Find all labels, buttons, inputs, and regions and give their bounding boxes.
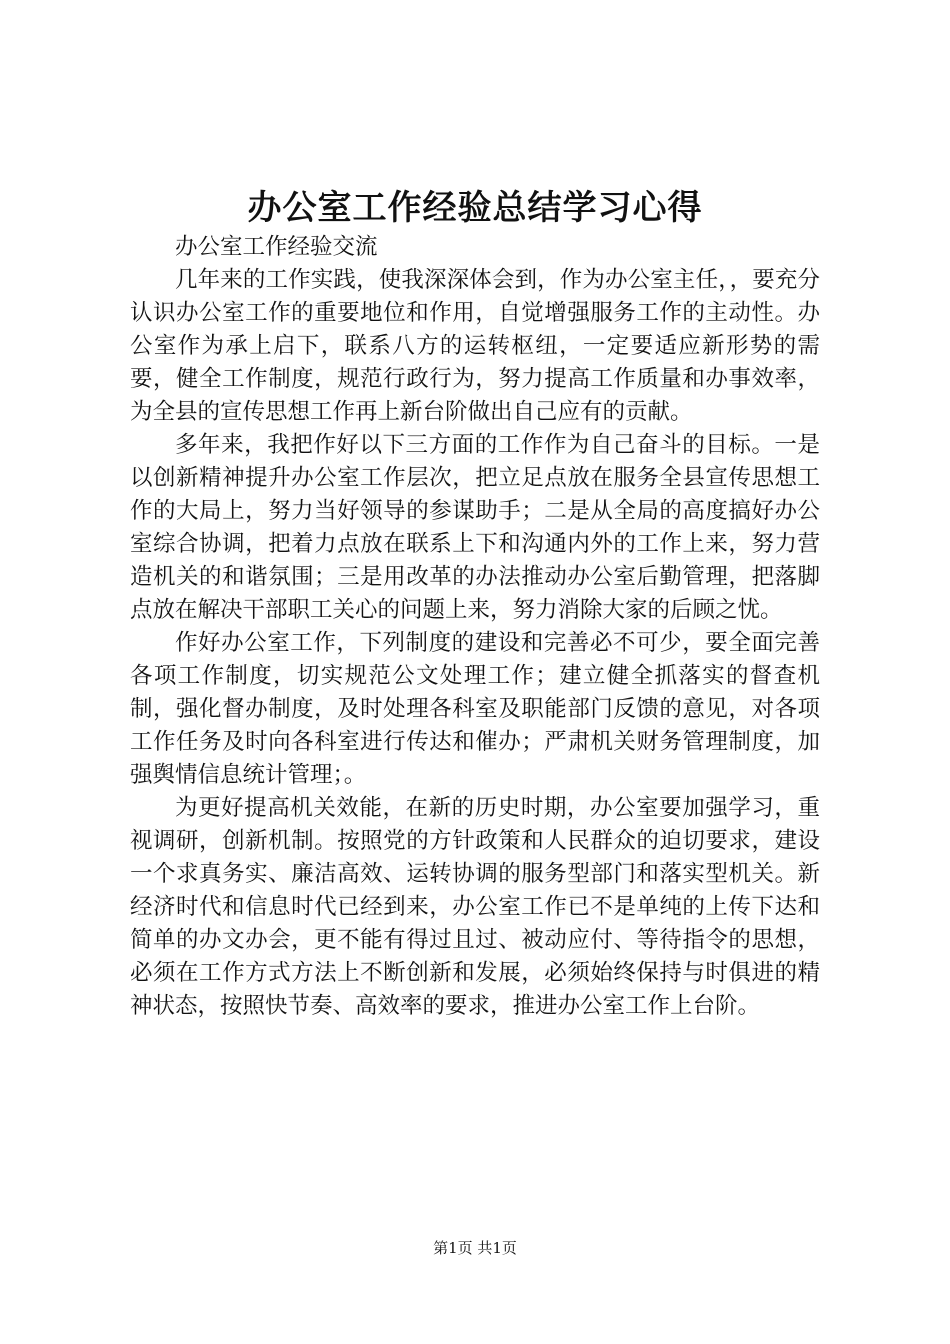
body-paragraph: 多年来，我把作好以下三方面的工作作为自己奋斗的目标。一是以创新精神提升办公室工作层次，把立足点放在服务全县宣传思想工作的大局上，努力当好领导的参谋助手；二是从全局的高度搞好办公室综合协调，把着力点放在联系上下和沟通内外的工作上来，努力营造机关的和谐氛围；三是用改革的办法推动办公室后勤管理，把落脚点放在解决干部职工关心的问题上来，努力消除大家的后顾之忧。 — [130, 432, 820, 623]
document-body — [130, 231, 820, 1023]
body-paragraph: 几年来的工作实践，使我深深体会到，作为办公室主任，，要充分认识办公室工作的重要地位和作用，自觉增强服务工作的主动性。办公室作为承上启下，联系八方的运转枢纽，一定要适应新形势的需要，健全工作制度，规范行政行为，努力提高工作质量和办事效率，为全县的宣传思想工作再上新台阶做出自己应有的贡献。 — [130, 267, 820, 425]
document-title: 办公室工作经验总结学习心得 — [247, 188, 703, 228]
subtitle-paragraph: 办公室工作经验交流 — [175, 234, 378, 260]
body-paragraph: 作好办公室工作，下列制度的建设和完善必不可少，要全面完善各项工作制度，切实规范公文处理工作；建立健全抓落实的督查机制，强化督办制度，及时处理各科室及职能部门反馈的意见，对各项工作任务及时向各科室进行传达和催办；严肃机关财务管理制度，加强舆情信息统计管理；。 — [130, 630, 820, 788]
page-footer: 第1页 共1页 — [433, 1239, 517, 1257]
body-paragraph: 为更好提高机关效能，在新的历史时期，办公室要加强学习，重视调研，创新机制。按照党的方针政策和人民群众的迫切要求，建设一个求真务实、廉洁高效、运转协调的服务型部门和落实型机关。新经济时代和信息时代已经到来，办公室工作已不是单纯的上传下达和简单的办文办会，更不能有得过且过、被动应付、等待指令的思想，必须在工作方式方法上不断创新和发展，必须始终保持与时俱进的精神状态，按照快节奏、高效率的要求，推进办公室工作上台阶。 — [130, 795, 820, 1019]
